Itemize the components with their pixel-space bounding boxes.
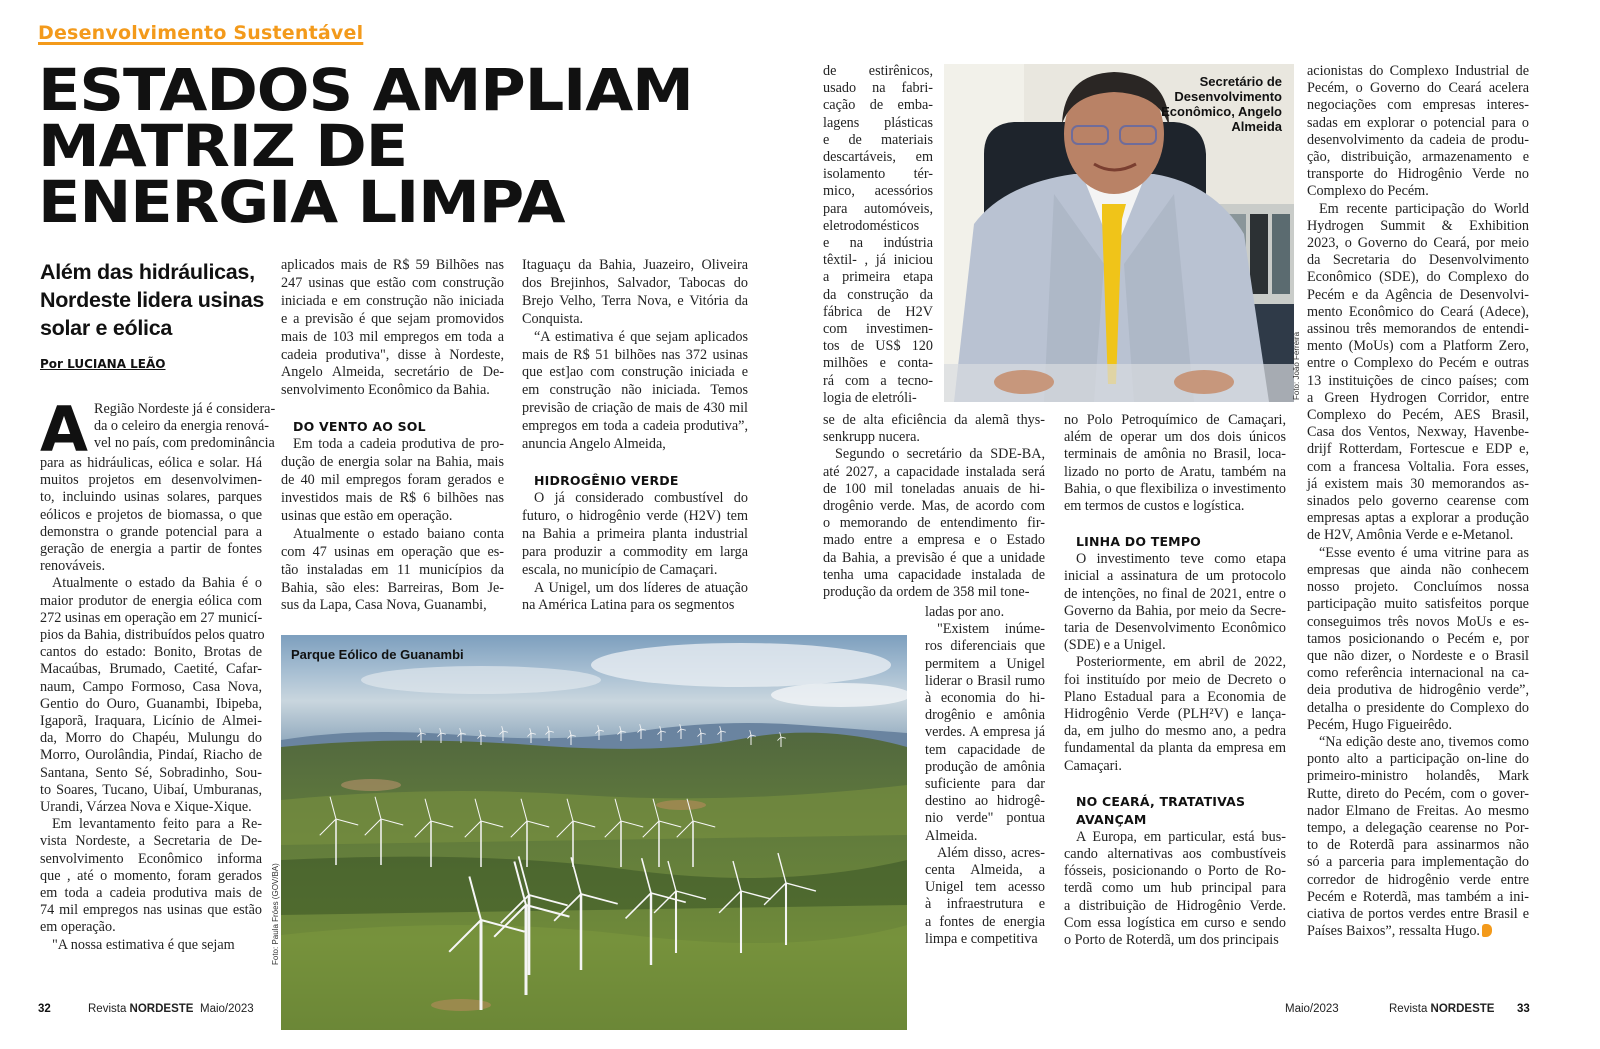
drop-cap: A <box>40 393 88 466</box>
subhead-line: Nordeste lidera usinas <box>40 288 265 312</box>
caption-line: Econômico, Angelo <box>1161 104 1282 119</box>
text-line: a Green Hydrogen Corridor, entre <box>1307 389 1529 406</box>
article-column-6 <box>1307 63 1529 940</box>
text-line: Governo da Bahia, por meio da Secre- <box>1064 602 1286 619</box>
text-line: taria de Desenvolvimento Econômico <box>1064 620 1286 637</box>
column-body <box>1064 551 1286 775</box>
text-line: tenha uma capacidade instalada de <box>823 566 1045 583</box>
text-line: em termos de custos e logística. <box>1064 498 1245 515</box>
text-line: renováveis. <box>40 558 106 575</box>
text-line: pios da Bahia, distribuídos pelos quatro <box>40 627 265 644</box>
text-line: Rutte, direto do Pecém, com o gover- <box>1307 785 1529 802</box>
text-line: só a parceria para implementação do <box>1307 854 1529 871</box>
text-line: rá com a tecno- <box>823 372 933 389</box>
text-line: mado entre a empresa e o Estado <box>823 532 1045 549</box>
text-line: “Esse evento é uma vitrine para as <box>1319 544 1529 561</box>
text-line: escala, no município de Camaçari. <box>522 561 718 578</box>
text-line: (SDE) e a Unigel. <box>1064 637 1166 654</box>
text-line: entre o Complexo do Pecém e outras <box>1307 355 1529 372</box>
text-line: Em recente participação do World <box>1319 200 1529 217</box>
text-line: dos Brejinhos, Salvador, Tabocas do <box>522 274 748 291</box>
text-line: mento (MoUs) com a Platform Zero, <box>1307 338 1529 355</box>
column-body <box>522 490 748 615</box>
text-line: O investimento teve como etapa <box>1076 551 1286 568</box>
text-line: empregos em toda a cadeia produtiva”, <box>522 418 748 435</box>
text-line: Pecém, o Governo do Ceará acelera <box>1307 80 1529 97</box>
text-line: produção de amônia <box>925 758 1045 775</box>
text-line: ção, distribuição, armazenamento e <box>1307 149 1529 166</box>
text-line: foi instituído por meio de Decreto o <box>1064 671 1286 688</box>
column-body <box>522 257 748 454</box>
magazine-prefix: Revista <box>1389 1003 1431 1015</box>
text-line: da construção da <box>823 286 933 303</box>
section-subtitle: DO VENTO AO SOL <box>293 419 426 435</box>
text-line: Hidrogênio Verde (PLH²V) e lança- <box>1064 706 1286 723</box>
text-line: Atualmente o estado baiano conta <box>293 525 504 542</box>
text-line: senvolvimento Econômico informa <box>40 850 262 867</box>
text-line: aplicados mais de R$ 59 Bilhões nas <box>281 257 504 273</box>
text-line: que est]ao com construção iniciada e <box>522 364 748 381</box>
text-line: Brejo Velho, Terra Nova, e Vitória da <box>522 292 748 309</box>
text-line: até 2027, a capacidade instalada será <box>823 463 1045 480</box>
text-line: em operação. <box>40 919 116 936</box>
text-line: O já considerado combustível do <box>534 489 748 506</box>
text-line: mais de R$ 51 bilhões nas 372 usinas <box>522 346 748 363</box>
text-line: terdã como um hub principal para <box>1064 880 1286 897</box>
text-line: Itaguaçu da Bahia, Juazeiro, Oliveira <box>522 257 748 273</box>
text-line: ladas por ano. <box>925 604 1005 620</box>
text-line: empresas que ainda não conhecem <box>1307 561 1529 578</box>
text-line: fundamental da planta da empresa em <box>1064 740 1286 757</box>
text-line: produção da ordem de 358 mil tone- <box>823 584 1030 601</box>
column-body <box>281 436 504 615</box>
text-line: Além disso, acres- <box>937 844 1045 861</box>
text-line: Morro, Ourolândia, Pindaí, Riacho de <box>40 747 262 764</box>
text-line: como referência internacional na ca- <box>1307 665 1529 682</box>
text-line: fósseis, posicionando o Porto de Ro- <box>1064 863 1286 880</box>
text-line: de intenções, no final de 2021, entre o <box>1064 585 1286 602</box>
text-line: to, incluindo usinas solares, parques <box>40 489 262 506</box>
text-line: Conquista. <box>522 310 584 327</box>
text-line: eólicos e projetos de biomassa, o que <box>40 506 262 523</box>
text-line: Pecém, Hugo Figueirêdo. <box>1307 716 1452 733</box>
text-line: A Europa, em particular, está bus- <box>1076 828 1286 845</box>
issue-date: Maio/2023 <box>200 1003 254 1015</box>
text-line: permitem a Unigel <box>925 655 1045 672</box>
text-line: na América Latina para os segmentos <box>522 597 735 614</box>
secretary-photo <box>944 64 1294 402</box>
text-line: ciativa de portos verdes entre Brasil e <box>1307 905 1529 922</box>
text-line: de 40 mil empregos foram gerados e <box>281 472 504 489</box>
text-line: para as hidráulicas, eólica e solar. Há <box>40 455 262 471</box>
text-line: "A nossa estimativa é que sejam <box>52 936 235 953</box>
text-line: Posteriormente, em abril de 2022, <box>1076 654 1286 671</box>
text-line: to Soares, Tucano, Uibaí, Umburanas, <box>40 781 262 798</box>
text-line: além de operar um dos dois únicos <box>1064 429 1286 446</box>
text-line: nador Elmano de Freitas. Ao mesmo <box>1307 802 1529 819</box>
end-of-article-icon <box>1482 924 1492 937</box>
text-line: senvolvimento Econômico da Bahia. <box>281 382 490 399</box>
text-line: de 100 mil toneladas anuais de hi- <box>823 480 1045 497</box>
text-line: transporte do Hidrogênio Verde no <box>1307 166 1529 183</box>
text-line: drogênio e amônia <box>925 707 1045 724</box>
text-line: cando alternativas aos combustíveis <box>1064 846 1286 863</box>
text-line: Econômico (SDE), do Complexo do <box>1307 269 1529 286</box>
text-line: e na indústria <box>823 235 933 252</box>
text-line: da Secretaria do Desenvolvimento <box>1307 252 1529 269</box>
section-subtitle: HIDROGÊNIO VERDE <box>534 472 679 488</box>
caption-line: Secretário de <box>1199 74 1282 89</box>
text-line: tamos posicionando o Pecém e, por <box>1307 630 1529 647</box>
text-line: Santana, Sento Sé, Sobradinho, Sou- <box>40 764 262 781</box>
article-column-4 <box>823 63 933 407</box>
section-subtitle: LINHA DO TEMPO <box>1076 534 1202 550</box>
section-tag: Desenvolvimento Sustentável <box>38 22 364 44</box>
text-line: “Na edição deste ano, tivemos como <box>1319 733 1529 750</box>
text-line: cadeia produtiva", disse à Nordeste, <box>281 346 504 363</box>
text-line: A Unigel, um dos líderes de atuação <box>534 579 748 596</box>
text-line: a fontes de energia <box>925 913 1045 930</box>
text-line: Em toda a cadeia produtiva de pro- <box>293 436 504 453</box>
text-line: isolamento tér- <box>823 166 933 183</box>
text-line: demonstra o grande potencial para a <box>40 523 262 540</box>
text-line: dução de energia solar na Bahia, mais <box>281 454 504 471</box>
text-line: descartáveis, em <box>823 149 933 166</box>
text-line: futuro, o hidrogênio verde (H2V) tem <box>522 507 748 524</box>
text-line: 2023, o Governo do Ceará, por meio <box>1307 235 1529 252</box>
headline-line: MATRIZ DE <box>38 112 408 180</box>
text-line: senkrupp nucera. <box>823 429 920 446</box>
wind-farm-image <box>281 635 907 1030</box>
text-line: Em levantamento feito para a Re- <box>52 816 262 833</box>
text-line: Urandi, Várzea Nova e Xique-Xique. <box>40 799 252 816</box>
text-line: lizado no porto de Aratu, também na <box>1064 463 1286 480</box>
subhead-line: solar e eólica <box>40 316 173 340</box>
text-line: Hydrogen Summit & Exhibition <box>1307 217 1529 234</box>
byline: Por LUCIANA LEÃO <box>40 357 166 371</box>
text-line: de H2V, Amônia Verde e e-Metanol. <box>1307 527 1514 544</box>
text-line: com investimen- <box>823 321 933 338</box>
column-body <box>823 412 1045 601</box>
text-line: investidos mais de R$ 6 bilhões nas <box>281 489 504 506</box>
text-line: Casa dos Ventos, Nexway, Havenbe- <box>1307 424 1529 441</box>
text-line: lagens plásticas <box>823 114 933 131</box>
text-line: eletrodomésticos <box>823 217 920 234</box>
text-line: que , até o momento, foram gerados <box>40 867 262 884</box>
text-line: Pecém e da Agência de Desenvolvi- <box>1307 286 1529 303</box>
text-line: e de materiais <box>823 131 933 148</box>
text-line: sinados pelo governo cearense com <box>1307 493 1529 510</box>
text-line: sadas em explorar o potencial para o <box>1307 114 1529 131</box>
text-line: naum, Campo Formoso, Casa Nova, <box>40 678 262 695</box>
text-line: Angelo Almeida, secretário de De- <box>281 364 504 381</box>
text-line: participação muito satisfeitos porque <box>1307 596 1529 613</box>
column-body <box>1064 412 1286 515</box>
text-line: Complexo do Pecém. <box>1307 183 1429 200</box>
text-line: da Bahia, a previsão é que a unidade <box>823 549 1045 566</box>
text-line: para automóveis, <box>823 200 933 217</box>
subtitle-line: AVANÇAM <box>1076 811 1147 827</box>
text-line: tos de US$ 120 <box>823 338 933 355</box>
column-body <box>281 257 504 400</box>
text-line: a primeira etapa <box>823 269 933 286</box>
text-line: vel no país, com predominância <box>93 435 275 452</box>
text-line: corredor de hidrogênio verde entre <box>1307 871 1529 888</box>
text-line: drijf Rotterdam, Fortescue e EDP e, <box>1307 441 1529 458</box>
text-line: o Porto de Roterdã, um dos principais <box>1064 932 1279 949</box>
text-line: tão instaladas em 11 municípios da <box>281 561 504 578</box>
article-column-5 <box>1064 412 1286 949</box>
text-line: Plano Estadual para a Economia de <box>1064 688 1286 705</box>
text-line: maior produtor de energia eólica com <box>40 592 262 609</box>
text-line: liderar o Brasil rumo <box>925 672 1045 689</box>
text-line: suficiente para dar <box>925 776 1045 793</box>
section-subtitle <box>1064 793 1286 829</box>
photo-credit: Foto: João Ferreira <box>1292 331 1301 400</box>
text-line: nosso projeto. Concluímos nossa <box>1307 579 1529 596</box>
text-line: negociações com empresas interes- <box>1307 97 1529 114</box>
text-line: "Existem inúme- <box>937 621 1045 638</box>
text-line: nio verde" pontua <box>925 810 1045 827</box>
caption-line: Desenvolvimento <box>1174 89 1282 104</box>
text-line: no Polo Petroquímico de Camaçari, <box>1064 412 1286 428</box>
article-column-2 <box>281 257 504 615</box>
headline-line: ESTADOS AMPLIAM <box>38 56 693 124</box>
text-line: destino ao hidrogê- <box>925 793 1045 810</box>
text-line: cação de emba- <box>823 97 933 114</box>
text-line: à economia do hi- <box>925 690 1045 707</box>
text-line: verdes. A empresa já <box>925 724 1045 741</box>
headline-line: ENERGIA LIMPA <box>38 168 565 236</box>
column-body <box>1064 829 1286 949</box>
text-line: assinou três memorandos de entendi- <box>1307 321 1529 338</box>
text-line: com a francesa Voltalia. Fora esses, <box>1307 458 1529 475</box>
text-line: na Bahia a primeira planta industrial <box>522 525 748 542</box>
text-line: Unigel tem acesso <box>925 879 1045 896</box>
article-column-4-wide <box>823 412 1045 601</box>
text-line: ros diferenciais que <box>925 638 1045 655</box>
text-line: que não dizer, o Nordeste e o Brasil <box>1307 647 1529 664</box>
text-line: previsão de criação de mais de 430 mil <box>522 400 748 417</box>
text-line: anuncia Angelo Almeida, <box>522 436 666 453</box>
text-line: o memorando de entendimento fir- <box>823 515 1045 532</box>
text-line: em toda a cadeia produtiva mais de <box>40 885 262 902</box>
magazine-name <box>1389 1003 1494 1015</box>
text-line: mico, acessórios <box>823 183 933 200</box>
headline <box>38 56 693 236</box>
text-line: geração de energia a partir de fontes <box>40 541 262 558</box>
text-line: Pecém e Roterdã, mas também a ini- <box>1307 888 1529 905</box>
text-line: a distribuição de Hidrogênio Verde. <box>1064 897 1286 914</box>
article-column-1 <box>40 393 276 954</box>
magazine-brand: NORDESTE <box>129 1003 194 1015</box>
text-line: tempo, a delegação cearense no Por- <box>1307 819 1529 836</box>
text-line: usinas que estão em operação. <box>281 507 453 524</box>
text-line: iniciada e em construção não iniciada <box>281 292 504 309</box>
text-line: desenvolvimento da cadeia de produ- <box>1307 131 1529 148</box>
photo-credit: Foto: Paula Fróes (GOV/BA) <box>271 863 280 965</box>
text-line: ponto alto a participação on-line do <box>1307 751 1529 768</box>
text-line: milhões e conta- <box>823 355 933 372</box>
text-line: terminais de amônia no Brasil, loca- <box>1064 446 1286 463</box>
text-line: Bahia, são eles: Barreiras, Bom Je- <box>281 579 504 596</box>
text-line: Igaporã, Iraquara, Licínio de Almei- <box>40 713 262 730</box>
text-line: à infraestrutura e <box>925 896 1045 913</box>
text-line: mais de 103 mil empregos em toda a <box>281 328 504 345</box>
photo-caption <box>1161 74 1282 134</box>
text-line: empresas aptas a explorar a produção <box>1307 510 1529 527</box>
text-line: 247 usinas que estão com construção <box>281 274 504 291</box>
text-line: centa Almeida, a <box>925 862 1045 879</box>
text-line: Camaçari. <box>1064 757 1122 774</box>
text-line: primeiro-ministro holandês, Mark <box>1307 768 1529 785</box>
text-line: da, Morro do Chapéu, Mulungu do <box>40 730 262 747</box>
text-line: “A estimativa é que sejam aplicados <box>534 328 748 345</box>
text-line: da, em julho do mesmo ano, a pedra <box>1064 723 1286 740</box>
magazine-name <box>88 1003 193 1015</box>
text-line: em construção não iniciada. Temos <box>522 382 748 399</box>
text-line: muitos projetos em desenvolvimen- <box>40 472 262 489</box>
text-line: Gentio do Ouro, Guanambi, Ibipeba, <box>40 695 262 712</box>
text-line: Macaúbas, Brumado, Caetité, Cafar- <box>40 661 262 678</box>
page-number: 33 <box>1517 1003 1530 1015</box>
text-line: limpa e competitiva <box>925 930 1038 947</box>
text-line: deia produtiva de hidrogênio verde”, <box>1307 682 1529 699</box>
text-line: 13 instituições de cinco países; com <box>1307 372 1529 389</box>
subhead-line: Além das hidráulicas, <box>40 260 255 284</box>
text-line: mento Econômico do Ceará (Adece), <box>1307 303 1529 320</box>
text-line: sus da Lapa, Casa Nova, Guanambi, <box>281 597 487 614</box>
text-line: Complexo do Pecém, AES Brasil, <box>1307 407 1529 424</box>
text-line: se de alta eficiência da alemã thys- <box>823 412 1045 428</box>
text-line: detalha o presidente do Complexo do <box>1307 699 1529 716</box>
text-line: e a previsão é que sejam promovidos <box>281 310 504 327</box>
column-body <box>1307 63 1529 940</box>
issue-date: Maio/2023 <box>1285 1003 1339 1015</box>
text-line: 74 mil empregos nas usinas que estão <box>40 902 262 919</box>
text-line: drogênio verde. Mas, de acordo com <box>823 498 1045 515</box>
subheadline <box>40 258 272 342</box>
text-line: Bahia, o que flexibiliza o investimento <box>1064 480 1286 497</box>
text-line: Região Nordeste já é considera- <box>93 401 276 417</box>
text-line: usado na fabri- <box>823 80 933 97</box>
photo-caption: Parque Eólico de Guanambi <box>291 647 464 662</box>
text-line: já existem mais 30 memorandos as- <box>1307 475 1529 492</box>
text-line: acionistas do Complexo Industrial de <box>1307 63 1529 79</box>
column-body <box>40 455 265 954</box>
page-number: 32 <box>38 1003 51 1015</box>
text-line: para produzir a commodity em larga <box>522 543 748 560</box>
article-column-3 <box>522 257 748 615</box>
text-line: Almeida. <box>925 827 978 844</box>
text-line: Com essa logística em curso e sendo <box>1064 914 1286 931</box>
text-line: logia de eletróli- <box>823 389 917 406</box>
text-line: conseguimos três novos MoUs e es- <box>1307 613 1529 630</box>
text-line: Segundo o secretário da SDE-BA, <box>835 446 1045 463</box>
text-line: de estirênicos, <box>823 63 933 79</box>
text-line: têxtil- , já iniciou <box>823 252 933 269</box>
text-line: cantos do estado: Bonito, Brotas de <box>40 644 262 661</box>
text-line: 272 usinas em operação em 27 municí- <box>40 609 263 626</box>
text-line: tem capacidade de <box>925 741 1045 758</box>
text-line: to de Roterdã para assinarmos não <box>1307 837 1529 854</box>
caption-line: Almeida <box>1231 119 1282 134</box>
text-line: Países Baixos”, ressalta Hugo. <box>1307 923 1529 940</box>
article-column-4-bottom <box>925 604 1045 948</box>
text-line: da o celeiro da energia renová- <box>93 418 270 435</box>
text-line: fábrica de H2V <box>823 303 933 320</box>
text-line: inicial a assinatura de um protocolo <box>1064 568 1286 585</box>
column-body <box>925 604 1045 948</box>
text-line: vista Nordeste, a Secretaria de De- <box>40 833 262 850</box>
text-line: Atualmente o estado da Bahia é o <box>52 575 262 592</box>
magazine-prefix: Revista <box>88 1003 130 1015</box>
wind-farm-photo <box>281 635 907 1030</box>
magazine-brand: NORDESTE <box>1430 1003 1495 1015</box>
subtitle-line: NO CEARÁ, TRATATIVAS <box>1076 793 1246 809</box>
column-body <box>823 63 933 407</box>
text-line: com 47 usinas em operação que es- <box>281 543 504 560</box>
